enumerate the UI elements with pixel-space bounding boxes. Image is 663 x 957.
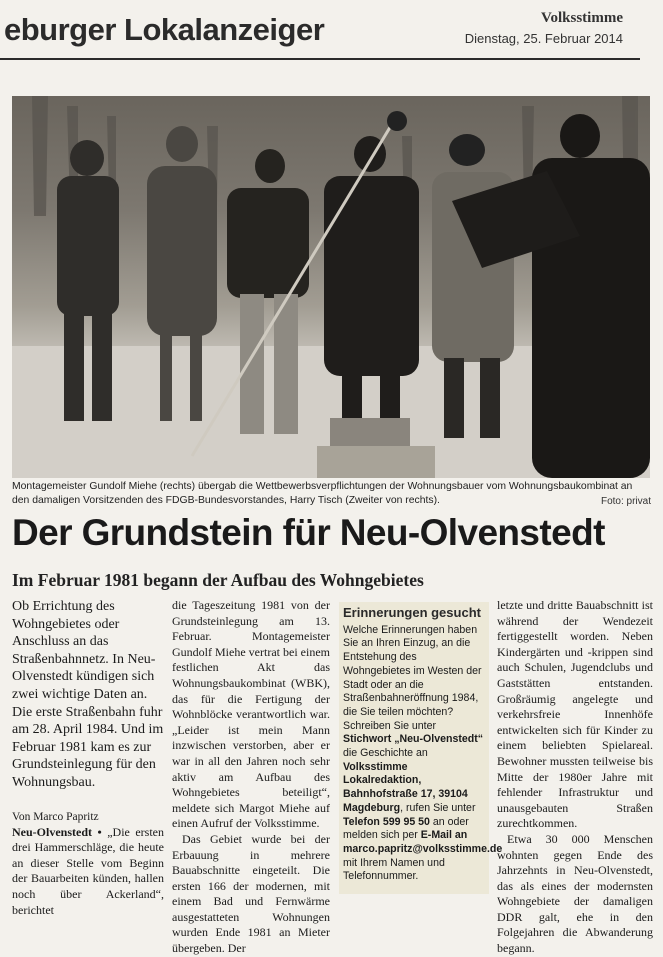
info-text-5: mit Ihrem Namen und Telefonnummer. (343, 856, 445, 883)
info-address: Volksstimme Lokalredaktion, Bahnhofstraße 17, 39104 Magdeburg (343, 760, 468, 814)
newspaper-name: Volksstimme (541, 10, 623, 26)
masthead (0, 0, 663, 58)
info-box-title: Erinnerungen gesucht (343, 605, 481, 620)
column-2-paragraph-2: Das Gebiet wurde bei der Erbauung in mehrere Bauabschnitte eingeteilt. Die ersten 166 der modernen, mit einem Bad und Fernwärme ausgestatteten Wohnungen wurden Ende 1981 an Mieter übergeben. Der (172, 831, 330, 956)
column-2-paragraph-1: die Tageszeitung 1981 von der Grundsteinlegung am 13. Februar. Montagemeister Gundolf Miehe vertrat bei einem festlichen Akt das Wohnungsbaukombinat (WBK), das für die Fertigung der Wohnblöcke verantwortlich war. „Leider ist mein Mann inzwischen verstorben, aber er war in all den Jahren noch sehr aktiv am Aufbau des Wohngebietes beteiligt“, meldete sich Margot Miehe auf einen Aufruf der Volksstimme. (172, 598, 330, 831)
article-lead: Ob Errichtung des Wohngebietes oder Anschluss an das Straßenbahnnetz. In Neu-Olvenstedt kündigen sich zwei wichtige Daten an. Die erste Straßenbahn fuhr am 28. April 1984. Und im Februar 1981 kam es zur Grundsteinlegung für den Wohnungsbau. (12, 599, 164, 790)
author-byline: Von Marco Papritz (12, 810, 99, 823)
photo-illustration (12, 96, 650, 478)
info-box (339, 602, 503, 894)
dateline: Neu-Olvenstedt • (12, 824, 102, 839)
info-text-2: die Geschichte an (343, 747, 428, 760)
article-column-2 (172, 598, 330, 957)
article-headline: Der Grundstein für Neu-Olvenstedt (12, 512, 605, 553)
info-text-4: an oder melden sich per (343, 815, 469, 842)
info-text-3: , rufen Sie unter (400, 801, 476, 814)
photo-caption: Montagemeister Gundolf Miehe (rechts) übergab die Wettbewerbsverpflichtungen der Wohnungsbauer vom Wohnungsbaukombinat an den damaligen Vorsitzenden des FDGB-Bundesvorstandes, Harry Tisch (Zweiter von rechts). (12, 481, 633, 506)
issue-date: Dienstag, 25. Februar 2014 (464, 31, 623, 46)
info-email[interactable]: E-Mail an marco.papritz@volksstimme.de (343, 829, 503, 855)
info-phone: Telefon 599 95 50 (343, 815, 430, 828)
column-4-paragraph-2: Etwa 30 000 Menschen wohnten gegen Ende des Jahrzehnts in Neu-Olvenstedt, das als eines der modernsten Wohngebiete der damaligen DDR galt, ehe in den Folgejahren die Abwanderung begann. (497, 831, 653, 956)
article-column-4 (497, 598, 653, 957)
column-4-paragraph-1: letzte und dritte Bauabschnitt ist während der Wendezeit fertiggestellt worden. Neben Kindergärten und -krippen sind auch Schulen, Jugendclubs und Gaststätten entstanden. Großräumig angelegte und verkehrsfreie Innenhöfe entwickelten sich für Kinder zu einem beliebten Spielareal. Bewohner mussten teilweise bis Mitte der 1980er Jahre mit fehlender Infrastruktur und unausgebauten Straßen zurechtkommen. (497, 598, 653, 831)
column-1-text: „Die ersten drei Hammerschläge, die heute an dieser Stelle vom Beginn der Bauarbeiten künden, hallen noch über Ackerland“, berichtet (12, 824, 164, 917)
info-box-text (343, 623, 503, 884)
photo-credit: Foto: privat (600, 496, 651, 507)
article-subhead: Im Februar 1981 begann der Aufbau des Wohngebietes (12, 570, 424, 590)
info-keyword: Stichwort „Neu-Olvenstedt“ (343, 733, 484, 746)
masthead-rule (0, 58, 640, 60)
press-photo (12, 96, 650, 478)
article-column-1 (12, 598, 164, 918)
column-1-body (12, 825, 164, 919)
info-text-1: Welche Erinnerungen haben Sie an Ihren Einzug, an die Entstehung des Wohngebietes im Westen der Stadt oder an die Straßenbahneröffnung 1984, die Sie teilen möchten? Schreiben Sie unter (343, 623, 482, 732)
section-title: eburger Lokalanzeiger (4, 12, 325, 47)
